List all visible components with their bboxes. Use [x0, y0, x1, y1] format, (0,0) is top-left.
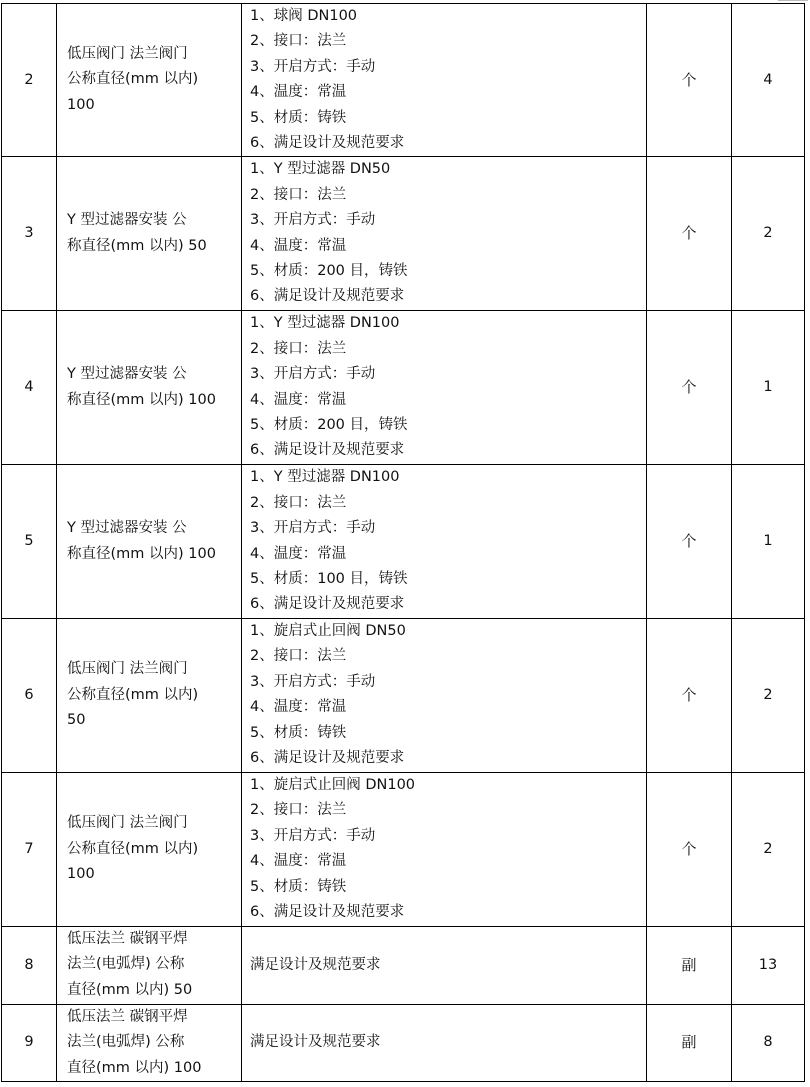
- table-row: [2, 4, 805, 157]
- quantity: 1: [732, 311, 805, 465]
- description-line: 4、温度：常温: [250, 84, 347, 101]
- description-line: 2、接口：法兰: [250, 648, 347, 665]
- description-line: 1、旋启式止回阀 DN100: [250, 776, 416, 793]
- row-number: 9: [2, 1004, 57, 1082]
- row-number: 6: [2, 618, 57, 772]
- unit: 副: [647, 926, 732, 1004]
- description-line: 1、旋启式止回阀 DN50: [250, 622, 406, 639]
- table-row: [2, 1004, 805, 1082]
- description-line: 6、满足设计及规范要求: [250, 749, 405, 766]
- item-name-line: 公称直径(mm 以内): [67, 71, 199, 88]
- quantity: 2: [732, 618, 805, 772]
- description-line: 1、球阀 DN100: [250, 8, 358, 24]
- quantity: 2: [732, 772, 805, 926]
- description-line: 6、满足设计及规范要求: [250, 135, 405, 152]
- table-body: [2, 4, 805, 1082]
- unit: 个: [647, 311, 732, 465]
- row-number: 4: [2, 311, 57, 465]
- item-name-line: 直径(mm 以内) 100: [67, 1059, 202, 1076]
- description-line: 4、温度：常温: [250, 237, 347, 254]
- description-line: 3、开启方式：手动: [250, 366, 376, 383]
- unit: 个: [647, 465, 732, 618]
- table-row: [2, 618, 805, 772]
- item-name: [57, 157, 242, 311]
- description-line: 6、满足设计及规范要求: [250, 442, 405, 459]
- description-line: 1、Y 型过滤器 DN50: [250, 161, 391, 178]
- item-name-line: Y 型过滤器安装 公: [67, 366, 187, 383]
- item-name-line: 称直径(mm 以内) 100: [67, 391, 216, 408]
- description-line: 2、接口：法兰: [250, 33, 347, 50]
- item-description: [242, 311, 647, 465]
- item-description: [242, 4, 647, 157]
- description-line: 3、开启方式：手动: [250, 827, 376, 844]
- description-line: 5、材质：200 目，铸铁: [250, 263, 408, 280]
- item-name: [57, 618, 242, 772]
- item-name: [57, 465, 242, 618]
- item-name-line: 低压阀门 法兰阀门: [67, 45, 188, 62]
- item-name-line: 称直径(mm 以内) 100: [67, 545, 216, 562]
- description-line: 4、温度：常温: [250, 391, 347, 408]
- table-row: [2, 465, 805, 618]
- item-name-line: 低压阀门 法兰阀门: [67, 814, 188, 831]
- unit: 个: [647, 618, 732, 772]
- item-name-line: 低压法兰 碳钢平焊: [67, 930, 188, 947]
- quantity: 1: [732, 465, 805, 618]
- description-line: 4、温度：常温: [250, 545, 347, 562]
- quantity: 4: [732, 4, 805, 157]
- description-line: 2、接口：法兰: [250, 186, 347, 203]
- item-description: [242, 465, 647, 618]
- description-line: 5、材质：铸铁: [250, 878, 347, 895]
- description-line: 满足设计及规范要求: [250, 956, 381, 973]
- unit: 个: [647, 157, 732, 311]
- item-name-line: 100: [67, 866, 95, 883]
- row-number: 3: [2, 157, 57, 311]
- description-line: 5、材质：200 目，铸铁: [250, 417, 408, 434]
- item-name-line: 公称直径(mm 以内): [67, 840, 199, 857]
- description-line: 1、Y 型过滤器 DN100: [250, 469, 400, 486]
- row-number: 5: [2, 465, 57, 618]
- item-description: [242, 157, 647, 311]
- row-number: 2: [2, 4, 57, 157]
- description-line: 4、温度：常温: [250, 699, 347, 716]
- unit: 副: [647, 1004, 732, 1082]
- description-line: 3、开启方式：手动: [250, 520, 376, 537]
- item-name: [57, 926, 242, 1004]
- item-description: [242, 772, 647, 926]
- description-line: 1、Y 型过滤器 DN100: [250, 315, 400, 332]
- item-description: [242, 1004, 647, 1082]
- table-row: [2, 772, 805, 926]
- quantity: 13: [732, 926, 805, 1004]
- item-name: [57, 772, 242, 926]
- description-line: 2、接口：法兰: [250, 494, 347, 511]
- row-number: 8: [2, 926, 57, 1004]
- item-name-line: 50: [67, 712, 86, 729]
- unit: 个: [647, 772, 732, 926]
- table-row: [2, 157, 805, 311]
- description-line: 2、接口：法兰: [250, 802, 347, 819]
- item-name: [57, 1004, 242, 1082]
- description-line: 3、开启方式：手动: [250, 58, 376, 75]
- item-name-line: 法兰(电弧焊) 公称: [67, 1034, 185, 1051]
- item-name-line: 法兰(电弧焊) 公称: [67, 956, 185, 973]
- item-name-line: 100: [67, 97, 95, 114]
- item-name-line: Y 型过滤器安装 公: [67, 212, 187, 229]
- item-name-line: 低压阀门 法兰阀门: [67, 660, 188, 677]
- description-line: 2、接口：法兰: [250, 340, 347, 357]
- description-line: 5、材质：100 目，铸铁: [250, 571, 408, 588]
- description-line: 满足设计及规范要求: [250, 1034, 381, 1051]
- description-line: 6、满足设计及规范要求: [250, 903, 405, 920]
- item-name-line: 低压法兰 碳钢平焊: [67, 1008, 188, 1025]
- description-line: 6、满足设计及规范要求: [250, 596, 405, 613]
- item-description: [242, 926, 647, 1004]
- row-number: 7: [2, 772, 57, 926]
- table-row: [2, 926, 805, 1004]
- item-name: [57, 311, 242, 465]
- description-line: 5、材质：铸铁: [250, 724, 347, 741]
- table-row: [2, 311, 805, 465]
- quantity: 8: [732, 1004, 805, 1082]
- quantity: 2: [732, 157, 805, 311]
- bill-of-quantities-table: [1, 3, 805, 1082]
- description-line: 5、材质：铸铁: [250, 109, 347, 126]
- description-line: 4、温度：常温: [250, 853, 347, 870]
- item-name-line: 直径(mm 以内) 50: [67, 982, 193, 999]
- item-name-line: 称直径(mm 以内) 50: [67, 237, 207, 254]
- item-name-line: 公称直径(mm 以内): [67, 686, 199, 703]
- item-name: [57, 4, 242, 157]
- description-line: 6、满足设计及规范要求: [250, 288, 405, 305]
- item-description: [242, 618, 647, 772]
- description-line: 3、开启方式：手动: [250, 212, 376, 229]
- description-line: 3、开启方式：手动: [250, 673, 376, 690]
- unit: 个: [647, 4, 732, 157]
- item-name-line: Y 型过滤器安装 公: [67, 520, 187, 537]
